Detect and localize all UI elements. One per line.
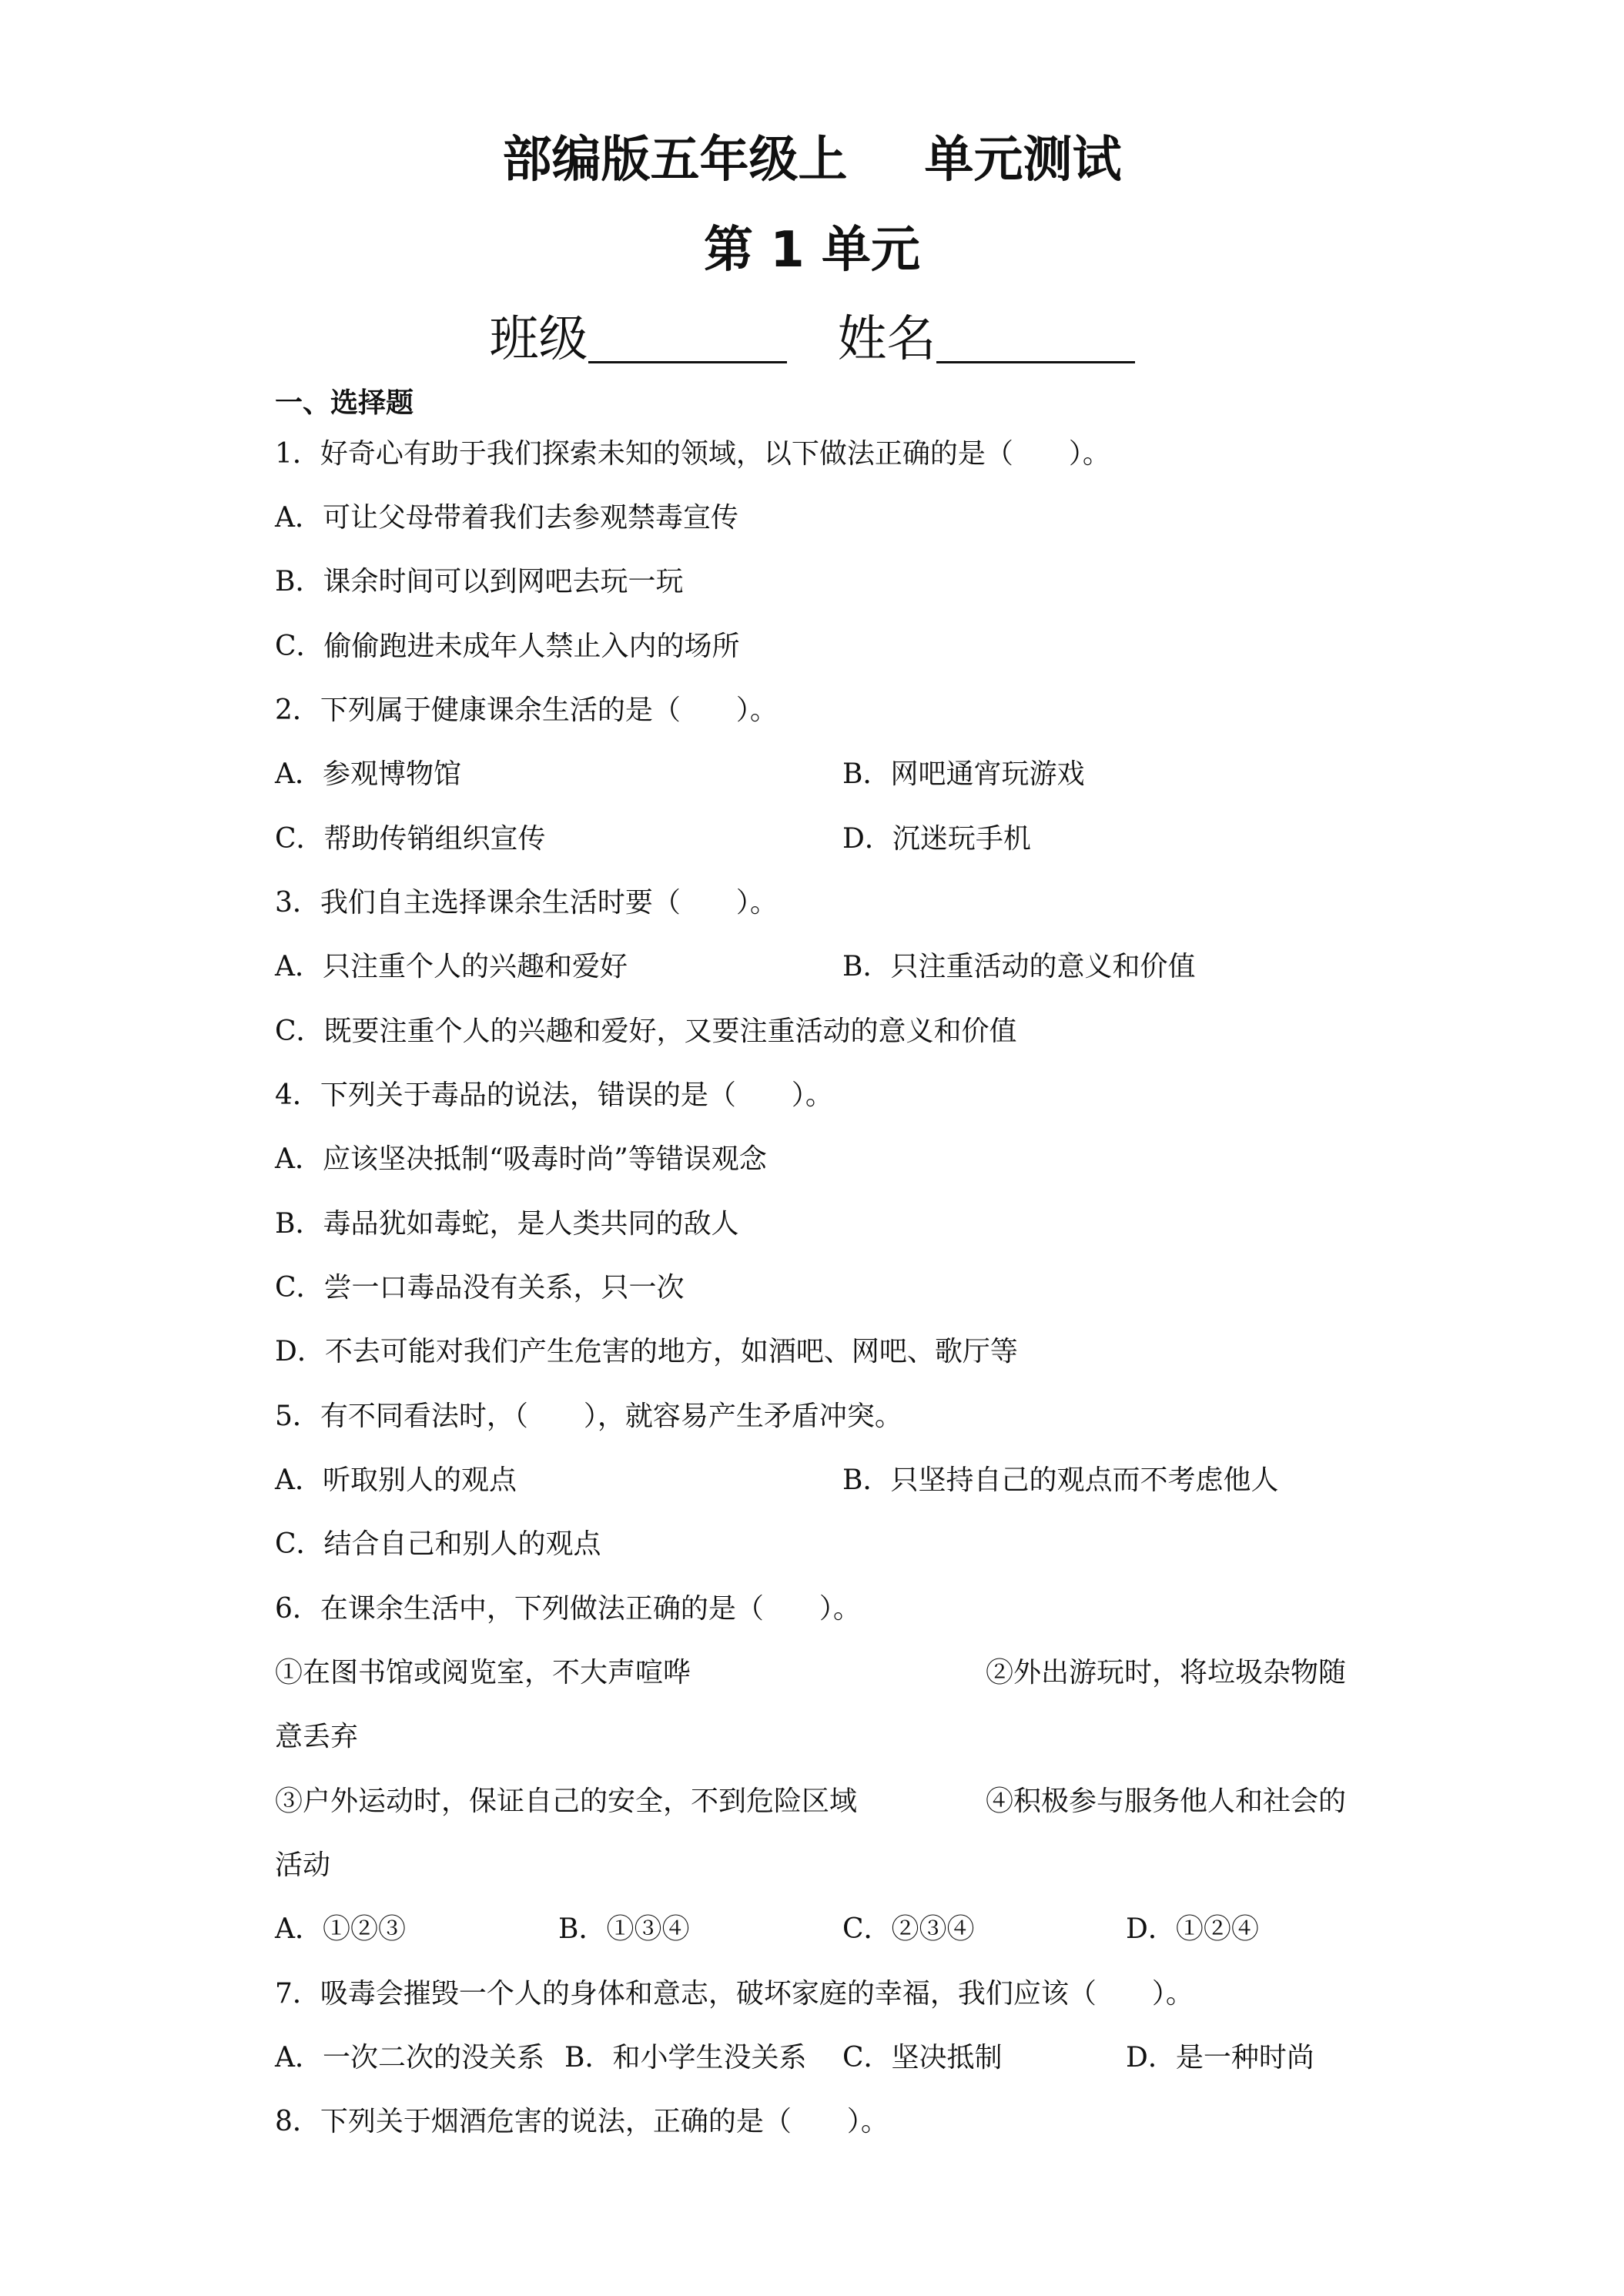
title-test: 单元测试 — [924, 132, 1122, 189]
question-6-statement-4: ④积极参与服务他人和社会的 — [986, 1786, 1347, 1817]
question-4-option-d: D．不去可能对我们产生危害的地方，如酒吧、网吧、歌厅等 — [275, 1336, 1018, 1367]
question-3-stem: 3．我们自主选择课余生活时要（ ）。 — [275, 887, 778, 919]
question-6-statement-2-continued: 意丢弃 — [275, 1721, 359, 1752]
question-4-option-a: A．应该坚决抵制“吸毒时尚”等错误观念 — [275, 1143, 767, 1175]
question-4-option-c: C．尝一口毒品没有关系，只一次 — [275, 1272, 685, 1304]
question-5-option-c: C．结合自己和别人的观点 — [275, 1528, 601, 1560]
question-1-stem: 1．好奇心有助于我们探索未知的领域，以下做法正确的是（ ）。 — [275, 438, 1110, 470]
question-4-stem: 4．下列关于毒品的说法，错误的是（ ）。 — [275, 1079, 833, 1111]
name-label: 姓名 — [837, 311, 936, 368]
question-6-option-a: A．①②③ — [275, 1913, 406, 1945]
title-grade: 部编版五年级上 — [502, 132, 848, 189]
question-6-stem: 6．在课余生活中，下列做法正确的是（ ）。 — [275, 1593, 861, 1625]
name-blank — [936, 307, 1135, 363]
question-6-statement-3: ③户外运动时，保证自己的安全，不到危险区域 — [275, 1786, 858, 1817]
question-3-option-a: A．只注重个人的兴趣和爱好 — [275, 951, 628, 982]
question-6-statement-4-continued: 活动 — [275, 1849, 331, 1881]
question-6-statement-2: ②外出游玩时，将垃圾杂物随 — [986, 1657, 1347, 1689]
question-7-option-d: D．是一种时尚 — [1126, 2042, 1314, 2073]
question-7-option-c: C．坚决抵制 — [842, 2042, 1003, 2073]
question-6-option-d: D．①②④ — [1126, 1913, 1259, 1945]
section-heading: 一、选择题 — [275, 387, 414, 419]
question-8-stem: 8．下列关于烟酒危害的说法，正确的是（ ）。 — [275, 2106, 889, 2137]
question-2-option-c: C．帮助传销组织宣传 — [275, 823, 546, 855]
question-6-option-c: C．②③④ — [842, 1913, 975, 1945]
question-5-option-a: A．听取别人的观点 — [275, 1464, 517, 1496]
unit-title: 第 1 单元 — [703, 222, 921, 279]
question-3-option-c: C．既要注重个人的兴趣和爱好，又要注重活动的意义和价值 — [275, 1016, 1017, 1047]
exam-title — [0, 129, 1624, 191]
question-6-statement-1: ①在图书馆或阅览室，不大声喧哗 — [275, 1657, 691, 1689]
student-info-line — [0, 305, 1624, 374]
question-1-option-a: A．可让父母带着我们去参观禁毒宣传 — [275, 502, 738, 534]
question-2-option-d: D．沉迷玩手机 — [842, 823, 1031, 855]
question-7-option-b: B．和小学生没关系 — [564, 2042, 807, 2073]
question-1-option-b: B．课余时间可以到网吧去玩一玩 — [275, 566, 684, 597]
question-6-option-b: B．①③④ — [558, 1913, 690, 1945]
question-5-option-b: B．只坚持自己的观点而不考虑他人 — [842, 1464, 1279, 1496]
question-2-option-b: B．网吧通宵玩游戏 — [842, 758, 1085, 790]
class-label: 班级 — [489, 311, 588, 368]
class-blank — [588, 307, 787, 363]
question-5-stem: 5．有不同看法时，（ ），就容易产生矛盾冲突。 — [275, 1401, 902, 1432]
question-4-option-b: B．毒品犹如毒蛇，是人类共同的敌人 — [275, 1208, 739, 1240]
question-2-stem: 2．下列属于健康课余生活的是（ ）。 — [275, 694, 778, 726]
question-3-option-b: B．只注重活动的意义和价值 — [842, 951, 1196, 982]
question-7-stem: 7．吸毒会摧毁一个人的身体和意志，破坏家庭的幸福，我们应该（ ）。 — [275, 1978, 1194, 2010]
question-2-option-a: A．参观博物馆 — [275, 758, 461, 790]
question-7-option-a: A．一次二次的没关系 — [275, 2042, 544, 2073]
question-1-option-c: C．偷偷跑进未成年人禁止入内的场所 — [275, 631, 740, 662]
